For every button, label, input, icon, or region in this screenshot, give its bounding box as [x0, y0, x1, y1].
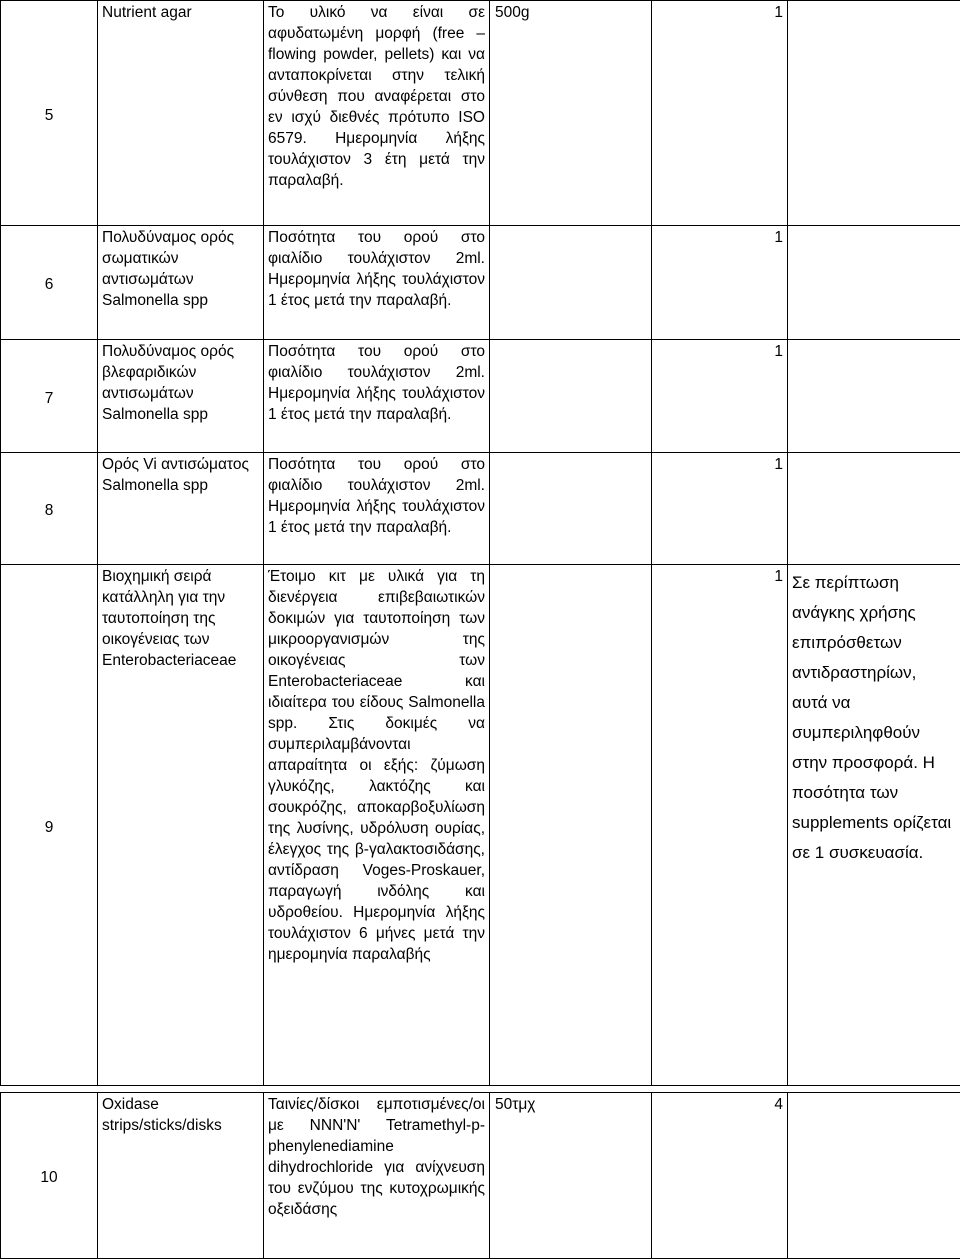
remarks — [788, 340, 960, 453]
product-name: Πολυδύναμος ορός βλεφαριδικών αντισωμάτων Salmonella spp — [98, 340, 264, 453]
table-row-9 — [1, 565, 960, 1086]
unit-count: 1 — [652, 226, 788, 340]
table-row-8 — [1, 453, 960, 565]
package-quantity — [490, 453, 652, 565]
unit-count: 1 — [652, 1, 788, 226]
package-quantity: 500g — [490, 1, 652, 226]
unit-count: 1 — [652, 565, 788, 1086]
remarks — [788, 1, 960, 226]
package-quantity — [490, 226, 652, 340]
product-description: Ποσότητα του ορού στο φιαλίδιο τουλάχιστον 2ml. Ημερομηνία λήξης τουλάχιστον 1 έτος μετά την παραλαβή. — [264, 226, 490, 340]
row-number: 7 — [1, 340, 98, 453]
product-description: Έτοιμο κιτ με υλικά για τη διενέργεια επιβεβαιωτικών δοκιμών για ταυτοποίηση των μικροοργανισμών της οικογένειας των Enterobacteriaceae και ιδιαίτερα του είδους Salmonella spp. Στις δοκιμές να συμπεριλαμβάνονται απαραίτητα οι εξής: ζύμωση γλυκόζης, λακτόζης και σουκρόζης, αποκαρβοξυλίωση της λυσίνης, υδρόλυση ουρίας, έλεγχος της β-γαλακτοσιδάσης, αντίδραση Voges-Proskauer, παραγωγή ινδόλης και υδροθείου. Ημερομηνία λήξης τουλάχιστον 6 μήνες μετά την ημερομηνία παραλαβής — [264, 565, 490, 1086]
remarks — [788, 1093, 960, 1259]
package-quantity — [490, 340, 652, 453]
remarks: Σε περίπτωση ανάγκης χρήσης επιπρόσθετων αντιδραστηρίων, αυτά να συμπεριληφθούν στην προσφορά. Η ποσότητα των supplements ορίζεται σε 1 συσκευασία. — [788, 565, 960, 1086]
row-number: 8 — [1, 453, 98, 565]
product-description: Το υλικό να είναι σε αφυδατωμένη μορφή (free – flowing powder, pellets) και να ανταποκρίνεται στην τελική σύνθεση που αναφέρεται στο εν ισχύ διεθνές πρότυπο ISO 6579. Ημερομηνία λήξης τουλάχιστον 3 έτη μετά την παραλαβή. — [264, 1, 490, 226]
table-row-6 — [1, 226, 960, 340]
row-number: 5 — [1, 1, 98, 226]
product-name: Nutrient agar — [98, 1, 264, 226]
gap-cell — [1, 1086, 960, 1093]
product-name: Πολυδύναμος ορός σωματικών αντισωμάτων Salmonella spp — [98, 226, 264, 340]
table-row-10 — [1, 1093, 960, 1259]
product-description: Ποσότητα του ορού στο φιαλίδιο τουλάχιστον 2ml. Ημερομηνία λήξης τουλάχιστον 1 έτος μετά την παραλαβή. — [264, 453, 490, 565]
remarks — [788, 226, 960, 340]
package-quantity — [490, 565, 652, 1086]
product-name: Oxidase strips/sticks/disks — [98, 1093, 264, 1259]
unit-count: 1 — [652, 340, 788, 453]
table-row-7 — [1, 340, 960, 453]
remarks — [788, 453, 960, 565]
package-quantity: 50τμχ — [490, 1093, 652, 1259]
product-description: Ταινίες/δίσκοι εμποτισμένες/οι με NNN'N' Tetramethyl-p-phenylenediamine dihydrochloride για ανίχνευση του ενζύμου της κυτοχρωμικής οξειδάσης — [264, 1093, 490, 1259]
product-name: Ορός Vi αντισώματος Salmonella spp — [98, 453, 264, 565]
row-number: 6 — [1, 226, 98, 340]
product-name: Βιοχημική σειρά κατάλληλη για την ταυτοποίηση της οικογένειας των Enterobacteriaceae — [98, 565, 264, 1086]
table-row-5 — [1, 1, 960, 226]
unit-count: 1 — [652, 453, 788, 565]
row-number: 9 — [1, 565, 98, 1086]
unit-count: 4 — [652, 1093, 788, 1259]
product-description: Ποσότητα του ορού στο φιαλίδιο τουλάχιστον 2ml. Ημερομηνία λήξης τουλάχιστον 1 έτος μετά την παραλαβή. — [264, 340, 490, 453]
row-gap — [1, 1086, 960, 1093]
row-number: 10 — [1, 1093, 98, 1259]
